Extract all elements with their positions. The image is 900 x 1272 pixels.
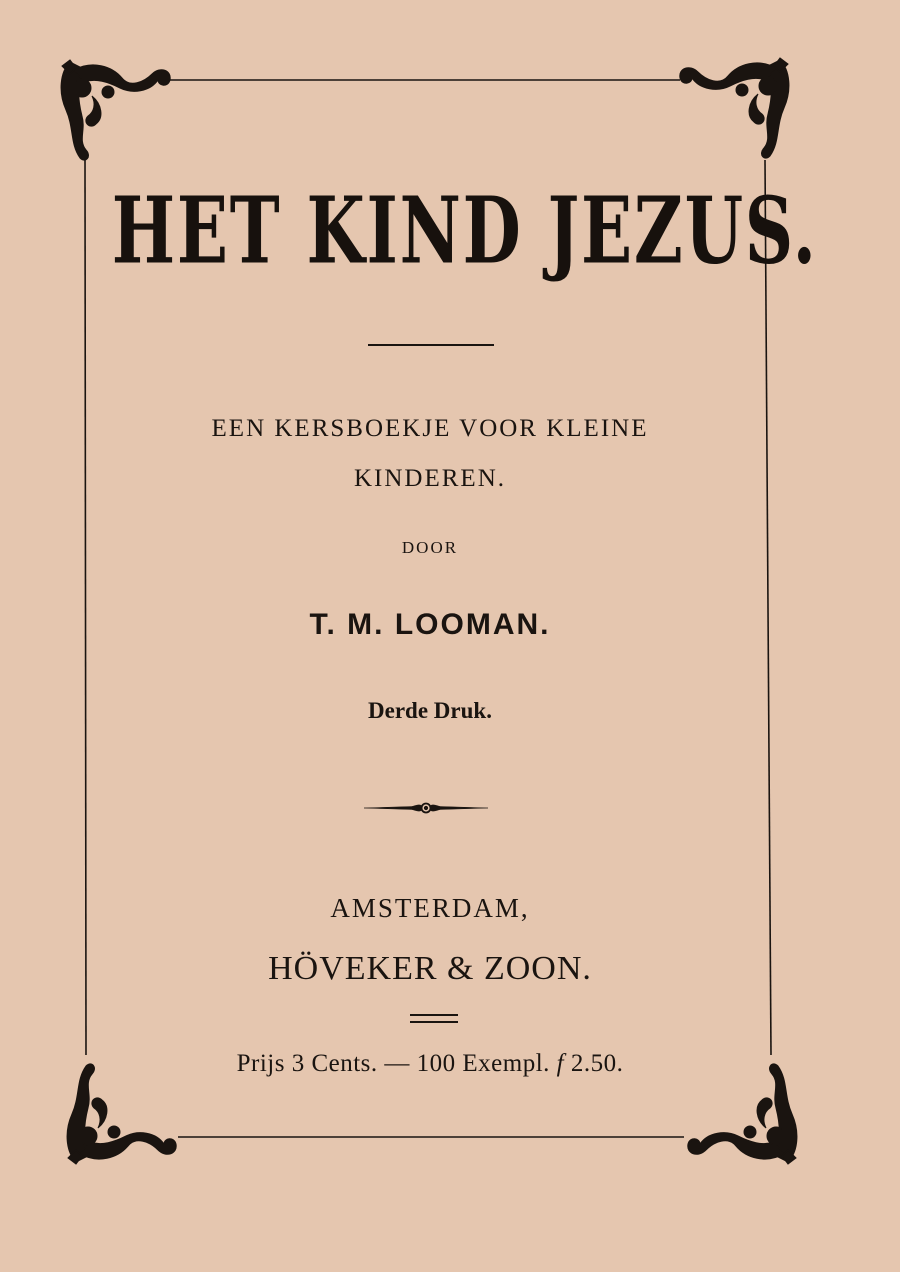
publication-city: AMSTERDAM, [330,893,530,923]
corner-ornament-icon [668,50,798,170]
ornamental-divider-icon [362,798,490,818]
price-amount: 2.50. [570,1050,624,1077]
price-currency: f [556,1050,565,1077]
subtitle-line-2: KINDEREN. [353,465,506,492]
edition-label: Derde Druk. [368,698,492,723]
price-prefix: Prijs 3 Cents. — 100 Exempl. [236,1050,550,1077]
title-divider [368,344,494,346]
double-rule-divider [410,1014,458,1024]
by-label: DOOR [401,538,459,557]
corner-ornament-icon [52,52,182,172]
book-title: HET KIND JEZUS. [111,177,818,286]
publisher-name: HÖVEKER & ZOON. [268,950,592,987]
author-name: T. M. LOOMAN. [309,608,551,641]
price-line [90,1050,770,1078]
subtitle-line-1: EEN KERSBOEKJE VOOR KLEINE [211,415,649,442]
book-subtitle [140,404,720,504]
